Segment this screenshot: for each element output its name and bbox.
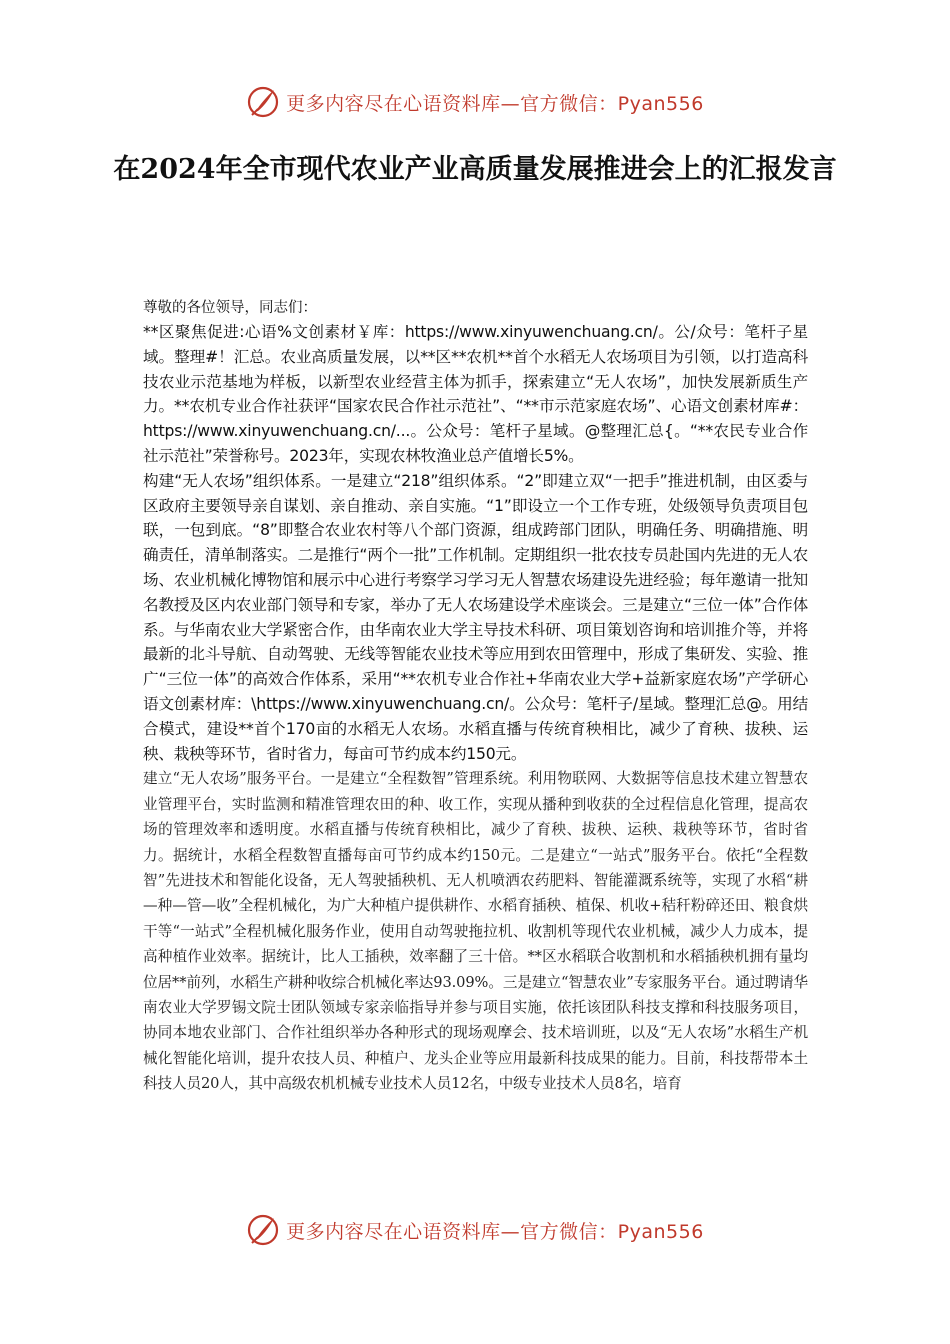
watermark-text: 更多内容尽在心语资料库—官方微信：Pyan556 bbox=[286, 92, 704, 115]
document-title: 在2024年全市现代农业产业高质量发展推进会上的汇报发言 bbox=[113, 154, 837, 185]
feather-pen-logo-icon bbox=[246, 1213, 280, 1247]
paragraph-3: 建立“无人农场”服务平台。一是建立“全程数智”管理系统。利用物联网、大数据等信息技术建立智慧农业管理平台，实时监测和精准管理农田的种、收工作，实现从播种到收获的全过程信息化管理，提高农场的管理效率和透明度。水稻直播与传统育秧相比，减少了育秧、拔秧、运秧、栽秧等环节，省时省力。据统计，水稻全程数智直播每亩可节约成本约150元。二是建立“一站式”服务平台。依托“全程数智”先进技术和智能化设备，无人驾驶插秧机、无人机喷洒农药肥料、智能灌溉系统等，实现了水稻“耕—种—管—收”全程机械化，为广大种植户提供耕作、水稻育插秧、植保、机收+秸秆粉碎还田、粮食烘干等“一站式”全程机械化服务作业，使用自动驾驶拖拉机、收割机等现代农业机械，减少人力成本，提高种植作业效率。据统计，比人工插秧，效率翻了三十倍。**区水稻联合收割机和水稻插秧机拥有量均位居**前列，水稻生产耕种收综合机械化率达93.09%。三是建立“智慧农业”专家服务平台。通过聘请华南农业大学罗锡文院士团队领域专家亲临指导并参与项目实施，依托该团队科技支撑和科技服务项目，协同本地农业部门、合作社组织举办各种形式的现场观摩会、技术培训班，以及“无人农场”水稻生产机械化智能化培训，提升农技人员、种植户、龙头企业等应用最新科技成果的能力。目前，科技帮带本土科技人员20人，其中高级农机机械专业技术人员12名，中级专业技术人员8名，培育 bbox=[143, 770, 808, 1093]
wechat-id: Pyan556 bbox=[617, 92, 704, 115]
watermark-banner-bottom bbox=[0, 1210, 950, 1250]
paragraph-1: **区聚焦促进:心语%文创素材￥库：https://www.xinyuwenchuang.cn/。公/众号：笔杆子星域。整理#！汇总。农业高质量发展，以**区**农机**首个水稻无人农场项目为引领，以打造高科技农业示范基地为样板，以新型农业经营主体为抓手，探索建立“无人农场”，加快发展新质生产力。**农机专业合作社获评“国家农民合作社示范社”、“**市示范家庭农场”、心语文创素材库#：https://www.xinyuwenchuang.cn/...。公众号：笔杆子星域。@整理汇总{。“**农民专业合作社示范社”荣誉称号。2023年，实现农林牧渔业总产值增长5%。 bbox=[143, 323, 808, 465]
watermark-banner-top bbox=[0, 82, 950, 122]
watermark-text: 更多内容尽在心语资料库—官方微信：Pyan556 bbox=[286, 1220, 704, 1243]
feather-pen-logo-icon bbox=[246, 85, 280, 119]
document-body bbox=[143, 296, 808, 1097]
wechat-id: Pyan556 bbox=[617, 1220, 704, 1243]
paragraph-2: 构建“无人农场”组织体系。一是建立“218”组织体系。“2”即建立双“一把手”推进机制，由区委与区政府主要领导亲自谋划、亲自推动、亲自实施。“1”即设立一个工作专班，处级领导负责项目包联，一包到底。“8”即整合农业农村等八个部门资源，组成跨部门团队，明确任务、明确措施、明确责任，清单制落实。二是推行“两个一批”工作机制。定期组织一批农技专员赴国内先进的无人农场、农业机械化博物馆和展示中心进行考察学习学习无人智慧农场建设先进经验；每年邀请一批知名教授及区内农业部门领导和专家，举办了无人农场建设学术座谈会。三是建立“三位一体”合作体系。与华南农业大学紧密合作，由华南农业大学主导技术科研、项目策划咨询和培训推介等，并将最新的北斗导航、自动驾驶、无线等智能农业技术等应用到农田管理中，形成了集研发、实验、推广“三位一体”的高效合作体系，采用“**农机专业合作社+华南农业大学+益新家庭农场”产学研心语文创素材库：\https://www.xinyuwenchuang.cn/。公众号：笔杆子/星域。整理汇总@。用结合模式，建设**首个170亩的水稻无人农场。水稻直播与传统育秧相比，减少了育秧、拔秧、运秧、栽秧等环节，省时省力，每亩可节约成本约150元。 bbox=[143, 471, 808, 763]
salutation: 尊敬的各位领导，同志们： bbox=[143, 300, 317, 316]
